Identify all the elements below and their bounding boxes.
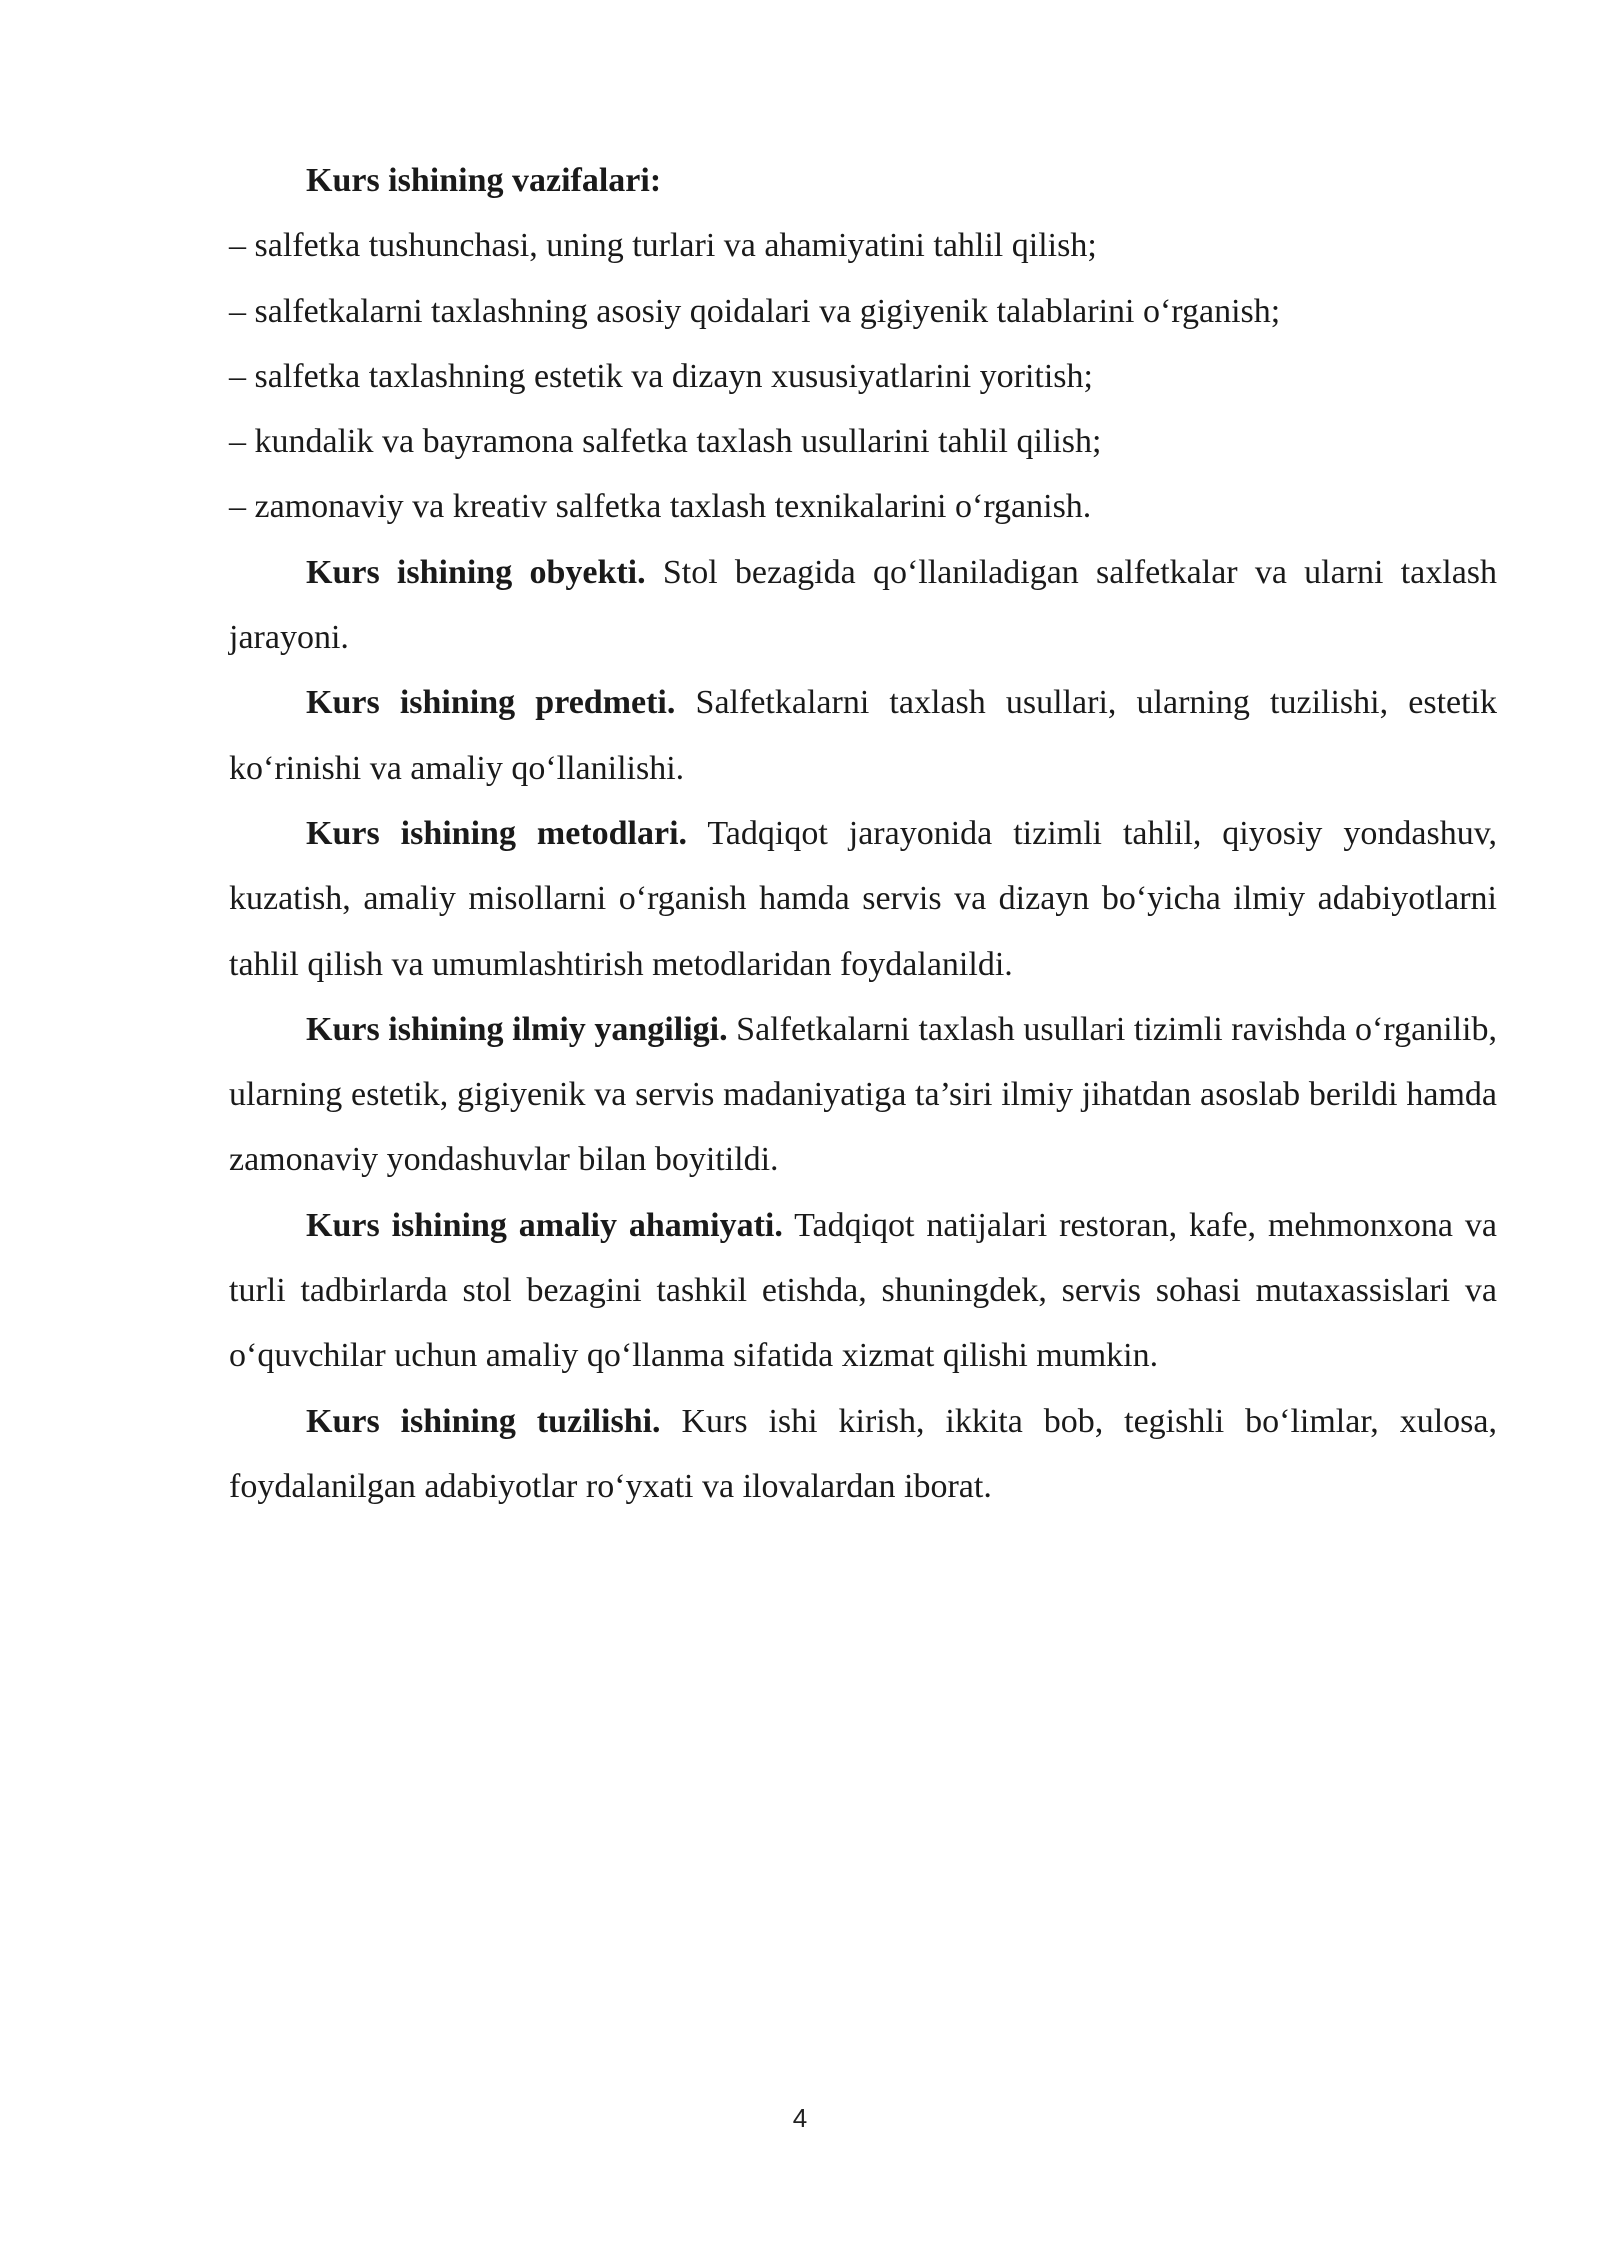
- page-number: 4: [792, 2103, 808, 2133]
- section-object: [229, 540, 1497, 671]
- section-subject: [229, 670, 1497, 801]
- section-novelty: [229, 997, 1497, 1193]
- section-structure: [229, 1389, 1497, 1520]
- section-label: Kurs ishining amaliy ahamiyati.: [306, 1206, 783, 1244]
- task-item: – salfetka tushunchasi, uning turlari va ahamiyatini tahlil qilish;: [229, 227, 1097, 265]
- section-text: Salfetkalarni taxlash usullari, ularning tuzilishi, estetik ko‘rinishi va amaliy qo‘llanilishi.: [229, 684, 1498, 787]
- section-text: Salfetkalarni taxlash usullari tizimli ravishda o‘rganilib, ularning estetik, gigiyenik va servis madaniyatiga ta’siri ilmiy jihatdan asoslab berildi hamda zamonaviy yondashuvlar bilan boyitildi.: [229, 1010, 1497, 1179]
- section-label: Kurs ishining obyekti.: [306, 553, 646, 591]
- section-label: Kurs ishining tuzilishi.: [306, 1402, 661, 1440]
- task-item: – kundalik va bayramona salfetka taxlash usullarini tahlil qilish;: [229, 423, 1102, 461]
- section-practical-significance: [229, 1193, 1497, 1389]
- section-label: Kurs ishining metodlari.: [306, 814, 688, 852]
- tasks-list: [229, 213, 1497, 539]
- section-label: Kurs ishining ilmiy yangiligi.: [306, 1010, 728, 1048]
- document-page: [229, 148, 1497, 1519]
- section-text: Kurs ishi kirish, ikkita bob, tegishli bo‘limlar, xulosa, foydalanilgan adabiyotlar ro‘yxati va ilovalardan iborat.: [229, 1402, 1497, 1505]
- section-text: Stol bezagida qo‘llaniladigan salfetkalar va ularni taxlash jarayoni.: [229, 553, 1498, 657]
- section-label: Kurs ishining predmeti.: [306, 684, 676, 722]
- section-text: Tadqiqot natijalari restoran, kafe, mehmonxona va turli tadbirlarda stol bezagini tashkil etishda, shuningdek, servis sohasi mutaxassislari va o‘quvchilar uchun amaliy qo‘llanma sifatida xizmat qilishi mumkin.: [229, 1206, 1498, 1375]
- task-item: – salfetkalarni taxlashning asosiy qoidalari va gigiyenik talablarini o‘rganish;: [229, 292, 1281, 330]
- section-methods: [229, 801, 1497, 997]
- section-text: Tadqiqot jarayonida tizimli tahlil, qiyosiy yondashuv, kuzatish, amaliy misollarni o‘rganish hamda servis va dizayn bo‘yicha ilmiy adabiyotlarni tahlil qilish va umumlashtirish metodlaridan foydalanildi.: [229, 814, 1497, 983]
- task-item: – zamonaviy va kreativ salfetka taxlash texnikalarini o‘rganish.: [229, 488, 1092, 526]
- task-item: – salfetka taxlashning estetik va dizayn xususiyatlarini yoritish;: [229, 357, 1093, 395]
- tasks-heading: Kurs ishining vazifalari:: [306, 162, 662, 199]
